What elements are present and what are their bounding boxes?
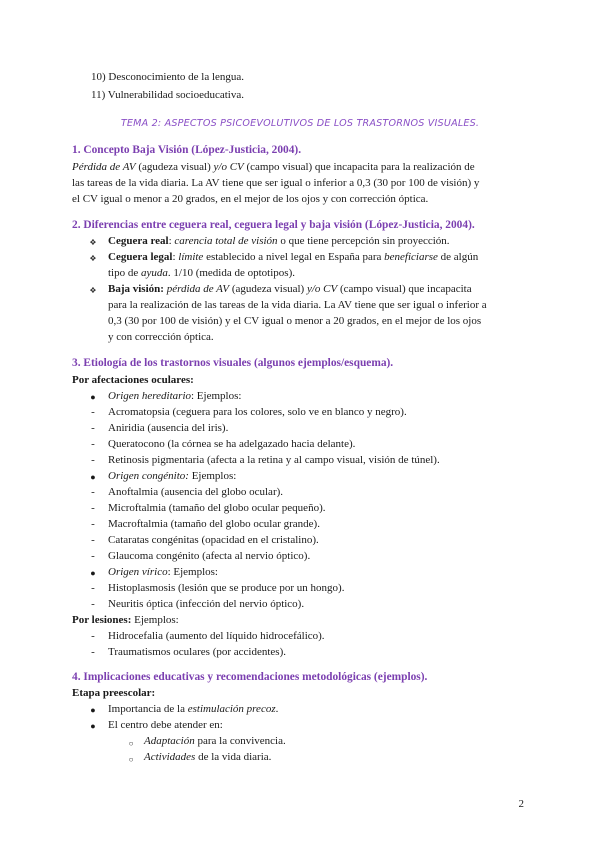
diamond-bullet-icon: ❖ bbox=[89, 254, 97, 263]
diamond-bullet-icon: ❖ bbox=[89, 286, 97, 295]
list-item-10: 10) Desconocimiento de la lengua. bbox=[91, 71, 245, 83]
dash-icon: - bbox=[91, 518, 95, 530]
dash-icon: - bbox=[91, 502, 95, 514]
ceguera-legal-item: Ceguera legal: límite establecido a nivel legal en España para beneficiarse de algún bbox=[108, 251, 479, 263]
baja-vision-line-2: para la realización de las tareas de la vida diaria. La AV tiene que ser igual o inferior a bbox=[108, 299, 487, 311]
origen-congenito: Origen congénito: Ejemplos: bbox=[108, 470, 237, 482]
dash-icon: - bbox=[91, 550, 95, 562]
dash-icon: - bbox=[91, 598, 95, 610]
centro-item: El centro debe atender en: bbox=[108, 719, 223, 731]
list-item: Cataratas congénitas (opacidad en el cristalino). bbox=[108, 534, 319, 546]
list-item: Neuritis óptica (infección del nervio óptico). bbox=[108, 598, 305, 610]
bullet-icon: ● bbox=[90, 472, 96, 482]
page-number: 2 bbox=[518, 798, 524, 810]
dash-icon: - bbox=[91, 582, 95, 594]
diamond-bullet-icon: ❖ bbox=[89, 238, 97, 247]
circle-bullet-icon: ○ bbox=[128, 739, 134, 748]
ceguera-legal-line-2: tipo de ayuda. 1/10 (medida de optotipos). bbox=[108, 267, 295, 279]
dash-icon: - bbox=[91, 422, 95, 434]
afectaciones-oculares-subheading: Por afectaciones oculares: bbox=[72, 374, 194, 386]
ceguera-real-item: Ceguera real: carencia total de visión o que tiene percepción sin proyección. bbox=[108, 235, 450, 247]
bullet-icon: ● bbox=[90, 705, 96, 715]
baja-vision-line-4: y con corrección óptica. bbox=[108, 331, 214, 343]
section-2-heading: 2. Diferencias entre ceguera real, ceguera legal y baja visión (López-Justicia, 2004). bbox=[72, 219, 475, 231]
origen-hereditario: Origen hereditario: Ejemplos: bbox=[108, 390, 242, 402]
origen-virico: Origen vírico: Ejemplos: bbox=[108, 566, 218, 578]
list-item: Retinosis pigmentaria (afecta a la retina y al campo visual, visión de túnel). bbox=[108, 454, 440, 466]
dash-icon: - bbox=[91, 630, 95, 642]
dash-icon: - bbox=[91, 406, 95, 418]
estimulacion-item: Importancia de la estimulación precoz. bbox=[108, 703, 279, 715]
baja-vision-line-3: 0,3 (30 por 100 de visión) y el CV igual o menor a 20 grados, en el mejor de los ojos bbox=[108, 315, 482, 327]
list-item: Hidrocefalia (aumento del líquido hidrocefálico). bbox=[108, 630, 325, 642]
list-item: Microftalmia (tamaño del globo ocular pequeño). bbox=[108, 502, 326, 514]
list-item: Macroftalmia (tamaño del globo ocular grande). bbox=[108, 518, 320, 530]
list-item: Histoplasmosis (lesión que se produce por un hongo). bbox=[108, 582, 345, 594]
por-lesiones: Por lesiones: Ejemplos: bbox=[72, 614, 179, 626]
dash-icon: - bbox=[91, 438, 95, 450]
adaptacion-item: Adaptación para la convivencia. bbox=[144, 735, 286, 747]
circle-bullet-icon: ○ bbox=[128, 755, 134, 764]
tema-title: TEMA 2: ASPECTOS PSICOEVOLUTIVOS DE LOS TRASTORNOS VISUALES. bbox=[120, 118, 480, 129]
list-item: Traumatismos oculares (por accidentes). bbox=[108, 646, 286, 658]
section-1-line-1: Pérdida de AV (agudeza visual) y/o CV (campo visual) que incapacita para la realización de bbox=[72, 161, 475, 173]
section-3-heading: 3. Etiología de los trastornos visuales (algunos ejemplos/esquema). bbox=[72, 357, 394, 369]
section-4-heading: 4. Implicaciones educativas y recomendaciones metodológicas (ejemplos). bbox=[72, 671, 428, 683]
section-1-line-2: las tareas de la vida diaria. La AV tiene que ser igual o inferior a 0,3 (30 por 100 de visión) y bbox=[72, 177, 480, 189]
bullet-icon: ● bbox=[90, 568, 96, 578]
dash-icon: - bbox=[91, 486, 95, 498]
bullet-icon: ● bbox=[90, 721, 96, 731]
list-item: Queratocono (la córnea se ha adelgazado hacia delante). bbox=[108, 438, 356, 450]
etapa-preescolar-subheading: Etapa preescolar: bbox=[72, 687, 156, 699]
actividades-item: Actividades de la vida diaria. bbox=[144, 751, 272, 763]
list-item: Anoftalmia (ausencia del globo ocular). bbox=[108, 486, 284, 498]
baja-vision-item: Baja visión: pérdida de AV (agudeza visual) y/o CV (campo visual) que incapacita bbox=[108, 283, 472, 295]
list-item-11: 11) Vulnerabilidad socioeducativa. bbox=[91, 89, 244, 101]
dash-icon: - bbox=[91, 534, 95, 546]
dash-icon: - bbox=[91, 454, 95, 466]
section-1-heading: 1. Concepto Baja Visión (López-Justicia, 2004). bbox=[72, 144, 302, 156]
bullet-icon: ● bbox=[90, 392, 96, 402]
list-item: Aniridia (ausencia del iris). bbox=[108, 422, 229, 434]
section-1-line-3: el CV igual o menor a 20 grados, en el mejor de los ojos y con corrección óptica. bbox=[72, 193, 429, 205]
list-item: Acromatopsia (ceguera para los colores, solo ve en blanco y negro). bbox=[108, 406, 407, 418]
dash-icon: - bbox=[91, 646, 95, 658]
list-item: Glaucoma congénito (afecta al nervio óptico). bbox=[108, 550, 311, 562]
